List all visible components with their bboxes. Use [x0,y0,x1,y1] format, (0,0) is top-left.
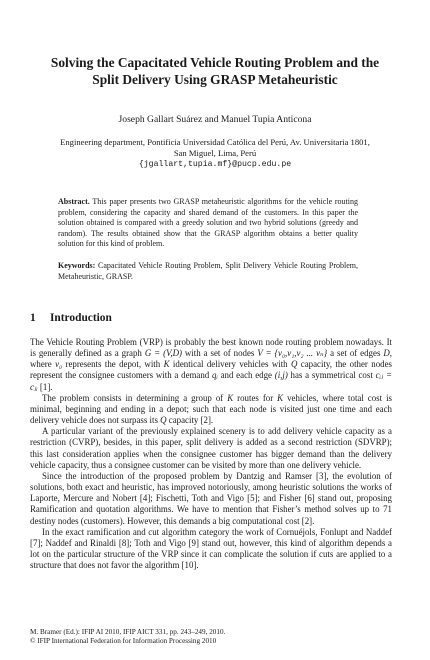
title-line-1: Solving the Capacitated Vehicle Routing Problem and the [50,55,380,70]
paragraph-4: Since the introduction of the proposed problem by Dantzig and Ramser [3], the evolution of solutions, both exact and heuristic, has improved notoriously, among heuristic solutions the works of Laporte, Mercure and Nobert [4]; Fischetti, Toth and Vigo [5]; and Fisher [6] stand out, proposing Ramification and quotation algorithms. We have to mention that Fisher’s method solves up to 71 destiny nodes (customers). However, this demands a big computational cost [2]. [30,470,392,526]
math-run: G = (V,D) [144,348,182,359]
abstract-label: Abstract. [58,197,90,206]
math-run: qᵢ [212,370,218,381]
math-run: Q [290,359,298,370]
math-run: v₀ [55,359,63,370]
text-run: represents the depot, with [62,359,164,370]
text-run: , where [30,348,392,370]
affiliation-line-2: San Miguel, Lima, Perú [173,148,257,159]
paragraph-2 [30,393,392,426]
footer-line-2: © IFIP International Federation for Information Processing 2010 [30,637,217,646]
math-run: D [383,348,390,359]
math-run: (i,j) [274,370,288,381]
paragraph-3: A particular variant of the previously explained scenery is to add delivery vehicle capacity as a restriction (CVRP), besides, in this paper, split delivery is added as a second restriction (SDVRP); this last consideration applies when the consignee customer has bigger demand than the delivery vehicle capacity, thus a consignee customer can be visited by more than one delivery vehicle. [30,426,392,470]
text-run: has a symmetrical cost [287,370,376,381]
title-line-2: Split Delivery Using GRASP Metaheuristic [92,72,338,87]
affiliation [20,137,410,171]
abstract [58,197,358,250]
text-run: [1]. [37,381,53,392]
footer-citation [30,628,225,646]
body-text [30,337,392,571]
text-run: and each edge [217,370,275,381]
keywords-text: Capacitated Vehicle Routing Problem, Split Delivery Vehicle Routing Problem, Metaheuristic, GRASP. [58,261,358,281]
section-heading [30,312,112,324]
author-email: {jgallart,tupia.mf}@pucp.edu.pe [138,160,292,170]
math-run: cᵢⱼ = cⱼᵢ [30,370,393,392]
math-run: K [277,392,284,403]
section-title: Introduction [50,312,112,324]
paragraph-1 [30,337,392,393]
author-list: Joseph Gallart Suárez and Manuel Tupia Anticona [118,114,312,125]
keywords [58,261,358,282]
math-run: V = {v₀,v₁,v₂ ... vₙ} [257,348,328,359]
text-run: with a set of nodes [181,348,258,359]
section-number: 1 [30,312,36,324]
math-run: K [227,392,234,403]
text-run: capacity, the other nodes represent the consignee customers with a demand [30,359,392,381]
text-run: a set of edges [327,348,384,359]
paper-title [30,54,400,88]
keywords-label: Keywords: [58,261,96,270]
math-run: Q [160,415,167,426]
affiliation-line-1: Engineering department, Pontificia Universidad Católica del Perú, Av. Universitaria 1801, [60,137,370,147]
math-run: K [163,359,170,370]
paragraph-5: In the exact ramification and cut algorithm category the work of Cornuéjols, Fonlupt and Naddef [7]; Naddef and Rinaldi [8]; Toth and Vigo [9] stand out, however, this kind of algorithm depends a lot on the particular structure of the VRP since it can complicate the solution if cuts are applied to a structure that does not favor the algorithm [10]. [30,526,392,571]
text-run: The problem consists in determining a group of [42,392,228,403]
text-run: identical delivery vehicles with [169,359,291,370]
text-run: The Vehicle Routing Problem (VRP) is probably the best known node routing problem nowadays. It is generally defined as a graph [30,337,392,359]
text-run: routes for [233,392,278,403]
text-run: vehicles, where total cost is minimal, beginning and ending in a depot; such that each node is visited just one time and each delivery vehicle does not surpass its [30,392,393,426]
footer-line-1: M. Bramer (Ed.): IFIP AI 2010, IFIP AICT 331, pp. 243–249, 2010. [30,628,226,636]
text-run: capacity [2]. [166,415,214,426]
abstract-text: This paper presents two GRASP metaheuristic algorithms for the vehicle routing problem, considering the capacity and shared demand of the customers. In this paper the solution obtained is compared with a greedy solution and two hybrid solutions (greedy and random). The results obtained show that the GRASP algorithm obtains a better quality solution for this kind of problem. [58,197,358,249]
